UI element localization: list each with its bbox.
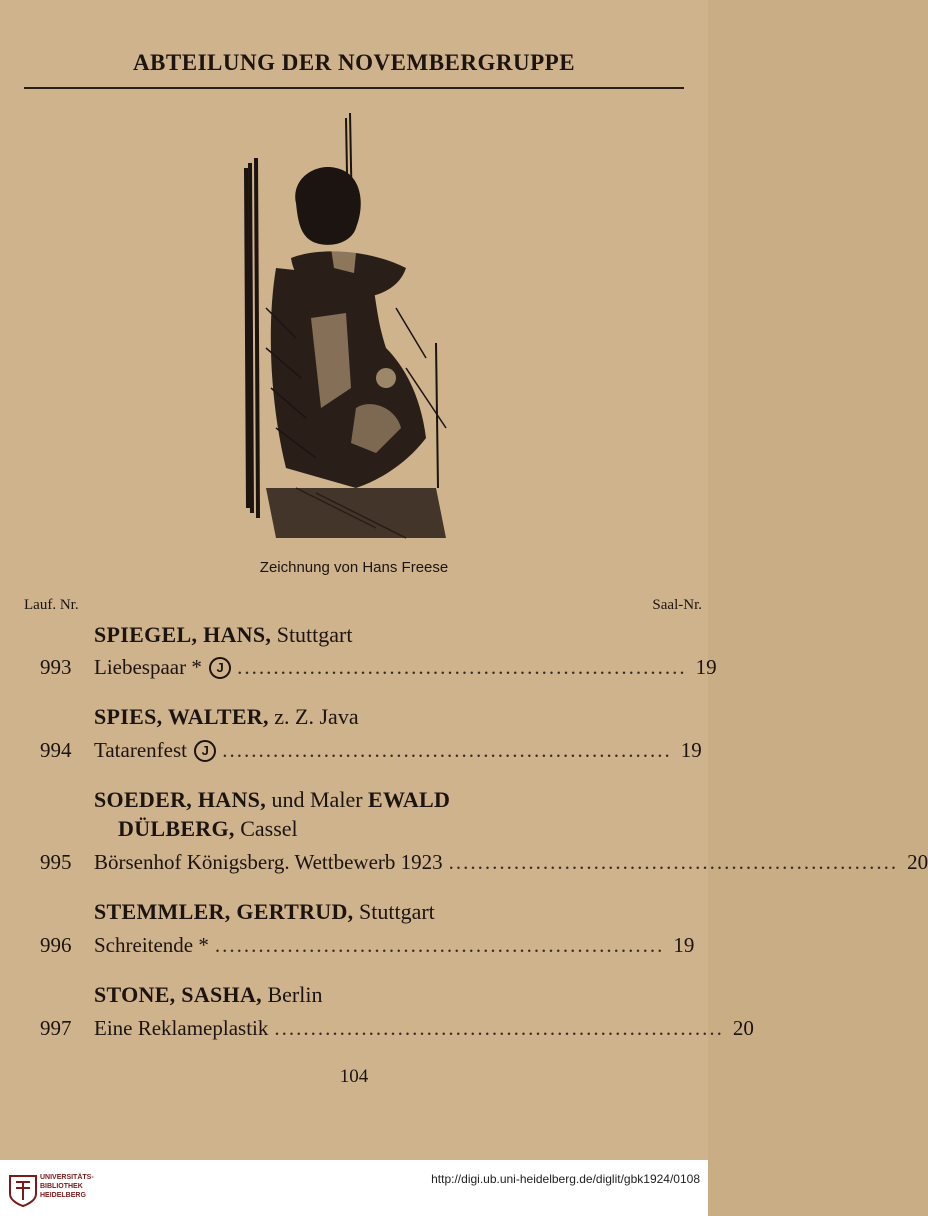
catalog-row	[40, 850, 928, 875]
artist-name: SPIES, WALTER, z. Z. Java	[94, 704, 359, 729]
catalog-row	[40, 655, 717, 680]
leader-dots: ..............................................................	[237, 655, 687, 679]
saal-number: 20	[732, 1016, 754, 1040]
illustration-caption: Zeichnung von Hans Freese	[259, 559, 449, 576]
lauf-number: 996	[40, 933, 72, 957]
work-title: Eine Reklameplastik	[94, 1016, 269, 1040]
source-url-link[interactable]: http://digi.ub.uni-heidelberg.de/diglit/gbk1924/0108	[431, 1172, 700, 1186]
catalog-row	[40, 738, 702, 763]
library-logo-text: UNIVERSITÄTS- BIBLIOTHEK HEIDELBERG	[40, 1174, 94, 1199]
artist-name: STEMMLER, GERTRUD, Stuttgart	[94, 899, 435, 924]
saal-number: 20	[907, 850, 928, 874]
work-title: Liebespaar * J	[94, 655, 231, 680]
leader-dots: ..............................................................	[214, 933, 665, 957]
library-footer	[0, 1160, 708, 1216]
column-header-saal: Saal-Nr.	[652, 597, 702, 613]
leader-dots: ..............................................................	[222, 738, 672, 762]
lauf-number: 993	[40, 655, 72, 679]
university-seal-icon	[8, 1172, 38, 1208]
header-rule	[24, 87, 684, 89]
leader-dots: ..............................................................	[274, 1016, 724, 1040]
catalog-row	[40, 1016, 754, 1041]
saal-number: 19	[695, 655, 717, 679]
section-title: ABTEILUNG DER NOVEMBERGRUPPE	[132, 50, 576, 75]
leader-dots: ..............................................................	[448, 850, 899, 874]
saal-number: 19	[680, 738, 702, 762]
j-mark-icon: J	[194, 740, 216, 762]
saal-number: 19	[673, 933, 695, 957]
artist-name: STONE, SASHA, Berlin	[94, 982, 323, 1007]
artist-name-continued: DÜLBERG, Cassel	[118, 816, 298, 841]
catalog-row	[40, 933, 695, 958]
artist-name: SOEDER, HANS, und Maler EWALD	[94, 787, 451, 812]
work-title: Schreitende *	[94, 933, 209, 957]
woodcut-illustration	[236, 108, 486, 553]
lauf-number: 995	[40, 850, 72, 874]
page-number: 104	[339, 1066, 369, 1087]
artist-name: SPIEGEL, HANS, Stuttgart	[94, 622, 353, 647]
work-title: Börsenhof Königsberg. Wettbewerb 1923	[94, 850, 443, 874]
lauf-number: 997	[40, 1016, 72, 1040]
work-title: Tatarenfest J	[94, 738, 216, 763]
j-mark-icon: J	[209, 657, 231, 679]
lauf-number: 994	[40, 738, 72, 762]
column-header-lauf: Lauf. Nr.	[24, 597, 79, 613]
